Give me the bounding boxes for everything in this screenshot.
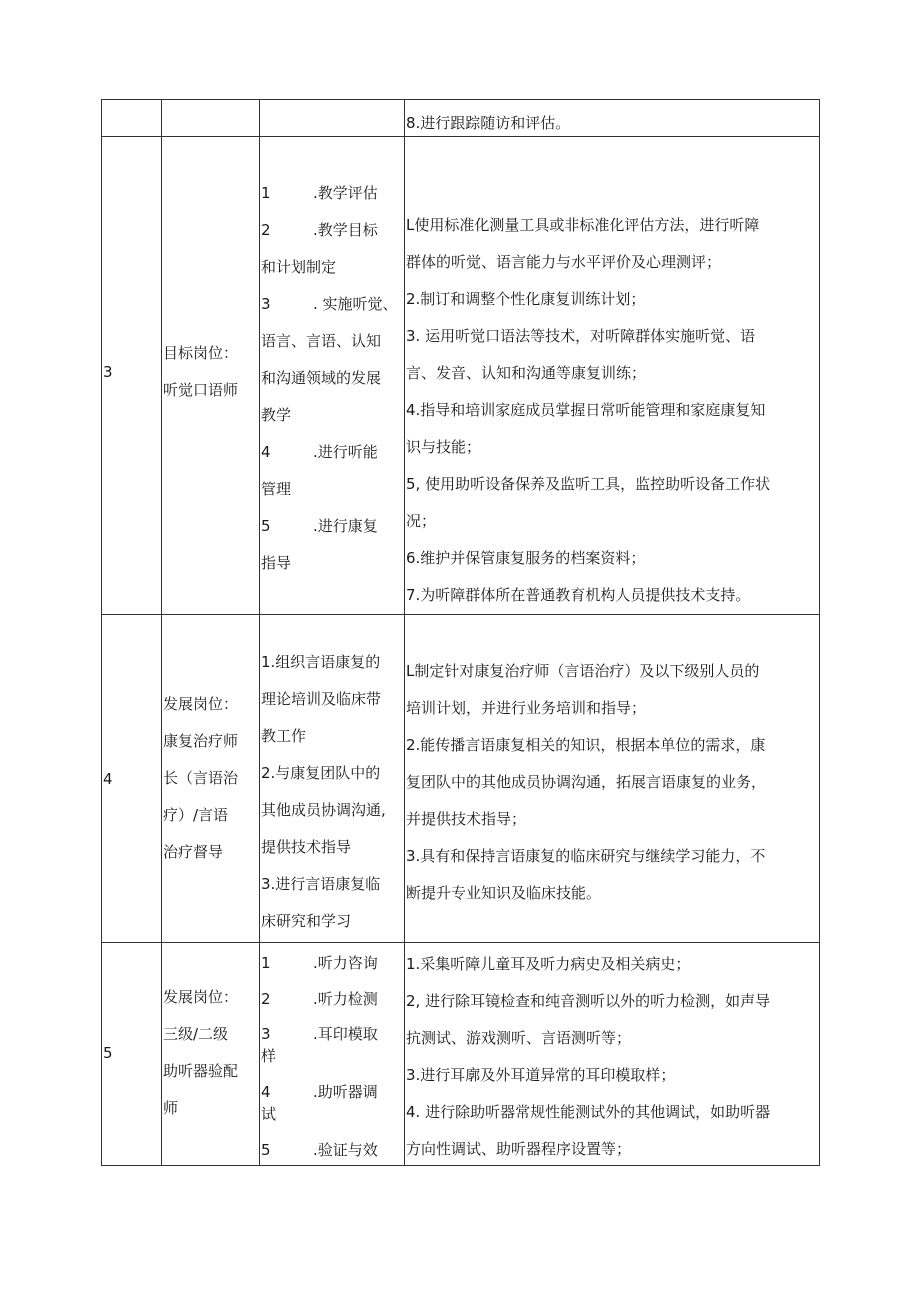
task-line: 管理: [261, 480, 292, 498]
task-line: 和沟通领域的发展: [261, 369, 382, 387]
responsibility-line: 5, 使用助听设备保养及监听工具，监控助听设备工作状: [406, 475, 771, 493]
responsibility-line: 8.进行跟踪随访和评估。: [406, 114, 571, 132]
responsibilities-cell: [405, 137, 820, 615]
responsibility-line: 7.为听障群体所在普通教育机构人员提供技术支持。: [406, 586, 751, 604]
task-line: 1 .教学评估: [261, 184, 378, 202]
responsibility-line: 4. 进行除助听器常规性能测试外的其他调试，如助听器: [406, 1103, 771, 1121]
task-line: 2 .听力检测: [261, 990, 378, 1008]
task-line: 2.与康复团队中的: [261, 764, 381, 782]
task-line: 试: [261, 1105, 277, 1123]
position-line: 长（言语治: [163, 769, 239, 787]
position-line: 三级/二级: [163, 1024, 229, 1043]
task-line: 3.进行言语康复临: [261, 875, 381, 893]
responsibility-line: 群体的听觉、语言能力与水平评价及心理测评；: [406, 253, 722, 271]
task-line: 1.组织言语康复的: [261, 653, 381, 671]
table-row: [102, 943, 820, 1166]
row-index: 3: [103, 363, 113, 381]
task-line: 床研究和学习: [261, 912, 352, 930]
task-line: 其他成员协调沟通,: [261, 801, 386, 819]
table-row: [102, 615, 820, 943]
responsibility-line: 3. 运用听觉口语法等技术，对听障群体实施听觉、语: [406, 327, 756, 345]
responsibility-line: 6.维护并保管康复服务的档案资料；: [406, 549, 646, 567]
responsibilities-cell: [405, 943, 820, 1166]
tasks-cell: [260, 137, 405, 615]
responsibility-line: 况；: [406, 512, 437, 530]
position-cell: [162, 615, 260, 943]
position-line: 疗）/言语: [163, 806, 229, 824]
tasks-cell: [260, 615, 405, 943]
task-line: 语言、言语、认知: [261, 332, 382, 350]
task-line: 提供技术指导: [261, 838, 352, 856]
responsibility-line: 3.进行耳廓及外耳道异常的耳印模取样；: [406, 1066, 676, 1084]
position-line: 听觉口语师: [163, 381, 239, 399]
responsibility-line: 并提供技术指导；: [406, 810, 527, 828]
responsibility-line: 2.制订和调整个性化康复训练计划；: [406, 290, 646, 308]
task-line: 4 .助听器调: [261, 1083, 378, 1101]
position-line: 助听器验配: [163, 1061, 239, 1080]
task-line: 3 .耳印模取: [261, 1025, 378, 1043]
responsibility-line: 抗测试、游戏测听、言语测听等；: [406, 1029, 632, 1047]
responsibility-line: 言、发音、认知和沟通等康复训练；: [406, 364, 647, 382]
task-line: 和计划制定: [261, 258, 337, 276]
task-line: 样: [261, 1047, 277, 1065]
tasks-cell: [260, 100, 405, 137]
responsibility-line: 1.采集听障儿童耳及听力病史及相关病史；: [406, 955, 691, 973]
task-line: 4 .进行听能: [261, 443, 378, 461]
responsibility-line: 4.指导和培训家庭成员掌握日常听能管理和家庭康复知: [406, 401, 766, 419]
task-line: 理论培训及临床带: [261, 690, 382, 708]
task-line: 1 .听力咨询: [261, 954, 378, 972]
responsibility-line: 方向性调试、助听器程序设置等；: [406, 1140, 632, 1158]
position-cell: [162, 943, 260, 1166]
positions-table: [101, 99, 820, 1166]
row-index: 5: [103, 1043, 113, 1062]
tasks-cell: [260, 943, 405, 1166]
responsibility-line: 断提升专业知识及临床技能。: [406, 884, 602, 902]
responsibility-line: L制定针对康复治疗师（言语治疗）及以下级别人员的: [406, 662, 760, 680]
responsibilities-cell: [405, 615, 820, 943]
index-cell: [102, 943, 162, 1166]
position-line: 治疗督导: [163, 843, 224, 861]
position-line: 目标岗位：: [163, 344, 239, 362]
task-line: 3 . 实施听觉、: [261, 295, 398, 313]
position-cell: [162, 100, 260, 137]
row-index: 4: [103, 769, 113, 788]
index-cell: [102, 137, 162, 615]
position-line: 发展岗位：: [163, 695, 239, 713]
position-line: 师: [163, 1098, 179, 1117]
position-cell: [162, 137, 260, 615]
responsibility-line: 复团队中的其他成员协调沟通，拓展言语康复的业务，: [406, 773, 767, 791]
position-line: 康复治疗师: [163, 732, 239, 750]
responsibility-line: 3.具有和保持言语康复的临床研究与继续学习能力，不: [406, 847, 766, 865]
position-line: 发展岗位：: [163, 987, 239, 1006]
index-cell: [102, 615, 162, 943]
responsibility-line: 识与技能；: [406, 438, 482, 456]
task-line: 教工作: [261, 727, 307, 745]
task-line: 5 .验证与效: [261, 1141, 378, 1159]
task-line: 5 .进行康复: [261, 517, 378, 535]
index-cell: [102, 100, 162, 137]
responsibility-line: 2.能传播言语康复相关的知识，根据本单位的需求，康: [406, 736, 766, 754]
responsibility-line: 2, 进行除耳镜检查和纯音测听以外的听力检测，如声导: [406, 992, 771, 1010]
table-row: [102, 100, 820, 137]
task-line: 2 .教学目标: [261, 221, 378, 239]
responsibilities-cell: [405, 100, 820, 137]
task-line: 指导: [261, 554, 292, 572]
table-row: [102, 137, 820, 615]
task-line: 教学: [261, 406, 292, 424]
responsibility-line: L使用标准化测量工具或非标准化评估方法，进行听障: [406, 216, 760, 234]
responsibility-line: 培训计划，并进行业务培训和指导；: [406, 699, 647, 717]
